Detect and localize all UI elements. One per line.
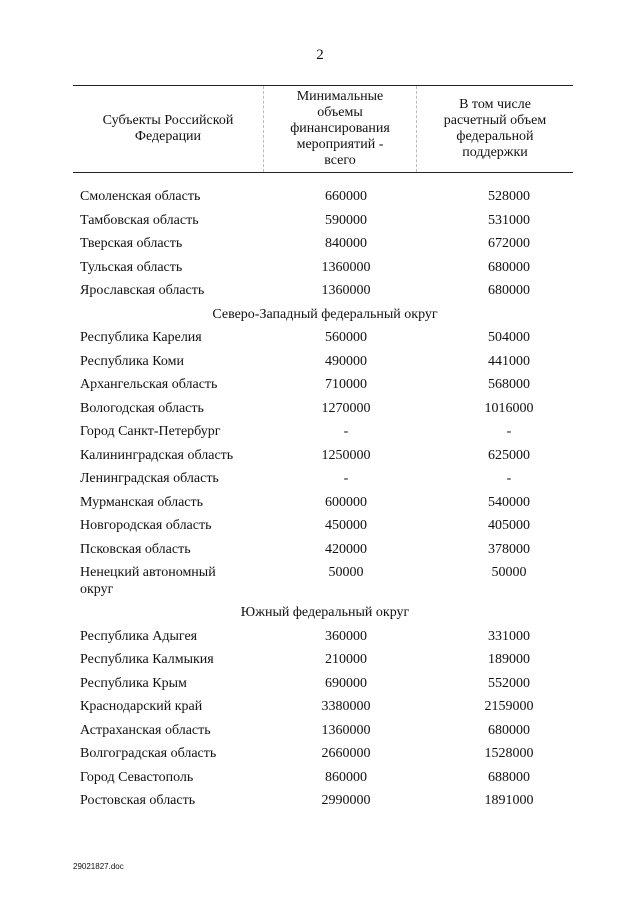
federal-support-value: -: [506, 424, 512, 439]
table-row: [80, 792, 580, 816]
section-heading: Южный федеральный округ: [240, 605, 410, 620]
total-funding-value: -: [343, 424, 349, 439]
table-row: [80, 212, 580, 236]
header-federal-line: поддержки: [462, 145, 528, 160]
table-row: [80, 675, 580, 699]
region-name: Астраханская область: [80, 722, 211, 738]
section-heading: Северо-Западный федеральный округ: [212, 306, 438, 322]
header-subjects: [73, 86, 263, 172]
federal-support-value: 50000: [491, 565, 527, 580]
header-federal-support: [417, 86, 573, 172]
federal-support-value: 540000: [488, 494, 530, 510]
region-name: Тамбовская область: [80, 212, 199, 228]
header-total-funding: [263, 86, 417, 172]
region-name: Республика Крым: [80, 675, 187, 691]
total-funding-value: 450000: [325, 518, 367, 533]
federal-support-value: 1016000: [484, 400, 534, 416]
federal-support-value: 504000: [488, 330, 530, 345]
page-number: 2: [316, 47, 324, 63]
header-total-line: мероприятий -: [296, 137, 384, 152]
table-row: [80, 423, 580, 447]
federal-support-value: 688000: [488, 769, 530, 785]
region-name: Калининградская область: [80, 447, 234, 463]
table-row: [80, 564, 580, 604]
region-name: Мурманская область: [80, 494, 204, 510]
federal-support-value: 405000: [488, 518, 530, 533]
table-row: [80, 235, 580, 259]
total-funding-value: 50000: [328, 565, 364, 580]
total-funding-value: 420000: [325, 541, 367, 557]
total-funding-value: 1360000: [321, 283, 371, 298]
region-name: Тверская область: [80, 236, 183, 251]
header-subjects-line: Федерации: [134, 129, 202, 144]
total-funding-value: 210000: [325, 652, 367, 667]
federal-support-value: 531000: [488, 212, 530, 228]
header-federal-line: федеральной: [456, 129, 534, 144]
federal-support-value: 680000: [488, 259, 530, 275]
table-row: [80, 282, 580, 306]
table-row: [80, 745, 580, 769]
header-total-line: объемы: [317, 105, 363, 120]
table-row: [80, 470, 580, 494]
table-row: [80, 447, 580, 471]
federal-support-value: 528000: [488, 189, 530, 204]
federal-support-value: 331000: [488, 628, 530, 644]
federal-support-value: -: [506, 471, 512, 486]
total-funding-value: 2660000: [321, 746, 371, 761]
total-funding-value: 860000: [325, 769, 367, 785]
region-name: Волгоградская область: [80, 746, 217, 761]
table-row: [80, 376, 580, 400]
region-name: Республика Калмыкия: [80, 652, 214, 667]
region-name: Архангельская область: [80, 377, 218, 392]
region-name: Республика Коми: [80, 353, 184, 369]
header-total-line: финансирования: [290, 121, 390, 136]
table-row: [80, 651, 580, 675]
region-name: Смоленская область: [80, 189, 201, 204]
region-name: Республика Адыгея: [80, 628, 198, 644]
federal-support-value: 441000: [488, 353, 530, 369]
header-subjects-line: Субъекты Российской: [102, 113, 234, 128]
region-name: Город Санкт-Петербург: [80, 424, 221, 439]
region-name: Ярославская область: [80, 283, 205, 298]
federal-support-value: 680000: [488, 722, 530, 738]
federal-support-value: 378000: [488, 541, 530, 557]
region-name: Краснодарский край: [80, 699, 203, 714]
table-row: [80, 494, 580, 518]
table-row: [80, 353, 580, 377]
region-name: Город Севастополь: [80, 769, 194, 785]
total-funding-value: 360000: [325, 628, 367, 644]
federal-support-value: 625000: [488, 447, 530, 463]
federal-support-value: 189000: [488, 652, 530, 667]
table-row: [80, 329, 580, 353]
table-row: [80, 698, 580, 722]
region-name: Республика Карелия: [80, 330, 202, 345]
federal-support-value: 1891000: [484, 793, 534, 808]
total-funding-value: 1360000: [321, 259, 371, 275]
table-row: [80, 517, 580, 541]
region-name: Ненецкий автономный округ: [80, 565, 216, 597]
federal-support-value: 552000: [488, 675, 530, 691]
total-funding-value: 1360000: [321, 722, 371, 738]
table-row: [80, 628, 580, 652]
total-funding-value: 3380000: [321, 699, 371, 714]
table-row: [80, 541, 580, 565]
federal-support-value: 2159000: [484, 699, 534, 714]
table-row: [80, 769, 580, 793]
region-name: Новгородская область: [80, 518, 212, 533]
federal-support-value: 1528000: [484, 746, 534, 761]
region-name: Тульская область: [80, 259, 183, 275]
federal-support-value: 680000: [488, 283, 530, 298]
total-funding-value: 600000: [325, 494, 367, 510]
table-body: [80, 188, 580, 816]
total-funding-value: 2990000: [321, 793, 371, 808]
total-funding-value: 1270000: [321, 400, 371, 416]
table-row: [80, 259, 580, 283]
table-row: [80, 722, 580, 746]
region-name: Ленинградская область: [80, 471, 219, 486]
region-name: Ростовская область: [80, 793, 196, 808]
header-federal-line: расчетный объем: [443, 113, 547, 128]
federal-support-value: 672000: [488, 236, 530, 251]
table-row: [80, 400, 580, 424]
total-funding-value: 560000: [325, 330, 367, 345]
region-name: Вологодская область: [80, 400, 204, 416]
table-header: [73, 85, 573, 173]
file-name: 29021827.doc: [73, 862, 124, 871]
region-name: Псковская область: [80, 541, 191, 557]
total-funding-value: 590000: [325, 212, 367, 228]
total-funding-value: 1250000: [321, 447, 371, 463]
header-total-line: Минимальные: [296, 89, 384, 104]
total-funding-value: 710000: [325, 377, 367, 392]
table-row: [80, 188, 580, 212]
header-total-line: всего: [324, 153, 356, 168]
total-funding-value: 840000: [325, 236, 367, 251]
total-funding-value: 690000: [325, 675, 367, 691]
total-funding-value: -: [343, 471, 349, 486]
header-federal-line: В том числе: [459, 97, 531, 112]
total-funding-value: 660000: [325, 189, 367, 204]
federal-support-value: 568000: [488, 377, 530, 392]
total-funding-value: 490000: [325, 353, 367, 369]
